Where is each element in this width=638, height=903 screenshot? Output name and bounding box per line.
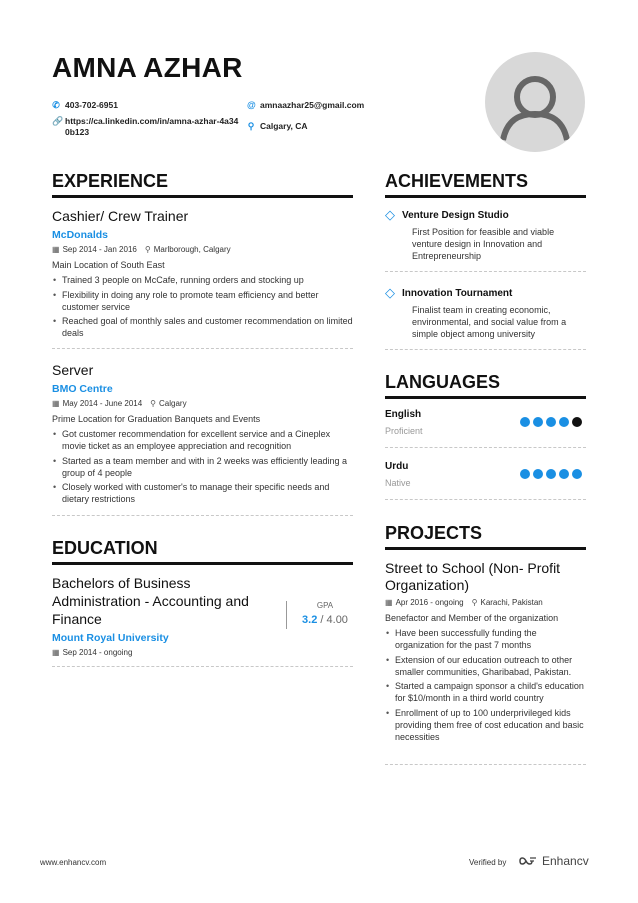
phone-contact [52,100,118,111]
achievement-desc: Finalist team in creating economic, environmental, and social value from a simple object among university [412,305,567,339]
language-rating [520,469,582,479]
diamond-icon: ◇ [385,207,395,222]
experience-item [52,362,353,508]
calendar-icon: ▦ [385,598,393,607]
gpa-value: 3.2 [302,614,318,626]
list-item: • Closely worked with customer's to manage their specific needs and dietary restrictions [52,481,353,505]
calendar-icon: ▦ [52,245,60,254]
projects-heading: PROJECTS [385,523,586,550]
candidate-name: AMNA AZHAR [52,52,243,83]
divider [385,447,586,448]
project-item [385,560,586,745]
email-contact [247,100,364,111]
job-dates: May 2014 - June 2014 [62,399,143,408]
language-level: Proficient [385,426,423,436]
experience-heading: EXPERIENCE [52,171,353,198]
experience-item [52,208,353,342]
list-item: • Extension of our education outreach to other smaller communities, Gharibabad, Pakistan. [385,654,586,678]
enhancv-logo-icon [518,855,538,867]
pin-icon: ⚲ [150,399,157,408]
achievement-title: Venture Design Studio [402,209,509,221]
education-item [52,574,272,657]
list-item: • Enrollment of up to 100 underprivileged kids providing them free of cost education and basic necessities [385,707,586,743]
linkedin-text[interactable]: https://ca.linkedin.com/in/amna-azhar-4a34 0b123 [65,116,239,137]
list-item: • Reached goal of monthly sales and customer recommendation on limited deals [52,315,353,339]
at-icon: @ [247,100,256,110]
list-item: • Started as a team member and with in 2 weeks was efficiently leading a group of 4 people [52,455,353,479]
gpa-divider [286,601,287,629]
divider [385,499,586,500]
achievement-title: Innovation Tournament [402,287,513,299]
email-text[interactable]: amnaazhar25@gmail.com [260,100,365,110]
list-item: • Got customer recommendation for excellent service and a Cineplex movie ticket as an employee appreciation and recognition [52,428,353,452]
footer-verified: Verified by [469,858,507,867]
job-summary: Prime Location for Graduation Banquets and Events [52,414,261,424]
calendar-icon: ▦ [52,648,60,657]
job-summary: Main Location of South East [52,260,165,270]
enhancv-logo[interactable] [518,854,589,868]
language-name: English [385,409,422,420]
language-name: Urdu [385,461,409,472]
location-contact [247,121,308,132]
job-role: Server [52,362,94,378]
job-company: BMO Centre [52,383,113,395]
diamond-icon: ◇ [385,285,395,300]
linkedin-contact [52,116,247,138]
rating-dot [533,417,543,427]
divider [52,515,353,516]
language-level: Native [385,478,411,488]
project-summary: Benefactor and Member of the organization [385,613,559,623]
rating-dot [559,417,569,427]
achievement-item [385,207,586,262]
education-dates: Sep 2014 - ongoing [62,648,133,657]
gpa-block [296,601,354,626]
list-item: • Flexibility in doing any role to promote team efficiency and better customer service [52,289,353,313]
phone-text[interactable]: 403-702-6951 [65,100,118,110]
divider [385,271,586,272]
rating-dot [572,417,582,427]
gpa-label: GPA [316,601,334,610]
calendar-icon: ▦ [52,399,60,408]
rating-dot [546,469,556,479]
rating-dot [546,417,556,427]
job-role: Cashier/ Crew Trainer [52,208,189,224]
avatar [485,52,585,152]
pin-icon: ⚲ [471,598,478,607]
location-text: Calgary, CA [260,121,308,131]
pin-icon: ⚲ [144,245,151,254]
divider [385,349,586,350]
achievement-item [385,285,586,340]
achievements-heading: ACHIEVEMENTS [385,171,586,198]
divider [385,764,586,765]
rating-dot [559,469,569,479]
link-icon: 🔗 [52,116,64,126]
achievement-desc: First Position for feasible and viable venture design in Innovation and Entrepreneurship [412,227,555,261]
rating-dot [520,469,530,479]
gpa-max: / 4.00 [320,614,348,626]
school-name: Mount Royal University [52,632,169,644]
list-item: • Have been successfully funding the organization for the past 7 months [385,627,586,651]
project-dates: Apr 2016 - ongoing [395,598,464,607]
job-location: Calgary [159,399,187,408]
enhancv-brand: Enhancv [542,854,589,868]
education-heading: EDUCATION [52,538,353,565]
language-item [385,461,586,488]
job-location: Marlborough, Calgary [153,245,231,254]
divider [52,666,353,667]
job-company: McDonalds [52,229,109,241]
rating-dot [520,417,530,427]
job-dates: Sep 2014 - Jan 2016 [62,245,137,254]
project-name: Street to School (Non- Profit Organization) [385,560,561,593]
list-item: • Started a campaign sponsor a child's education for $10/month in a third world country [385,680,586,704]
degree-title: Bachelors of Business Administration - Accounting and Finance [52,575,249,627]
language-item [385,409,586,436]
pin-icon: ⚲ [247,121,255,131]
person-icon [485,52,585,152]
list-item: • Trained 3 people on McCafe, running orders and stocking up [52,274,353,286]
rating-dot [533,469,543,479]
divider [52,348,353,349]
phone-icon: ✆ [52,100,60,110]
language-rating [520,417,582,427]
project-location: Karachi, Pakistan [480,598,543,607]
footer-site[interactable]: www.enhancv.com [40,858,107,867]
languages-heading: LANGUAGES [385,372,586,399]
rating-dot [572,469,582,479]
